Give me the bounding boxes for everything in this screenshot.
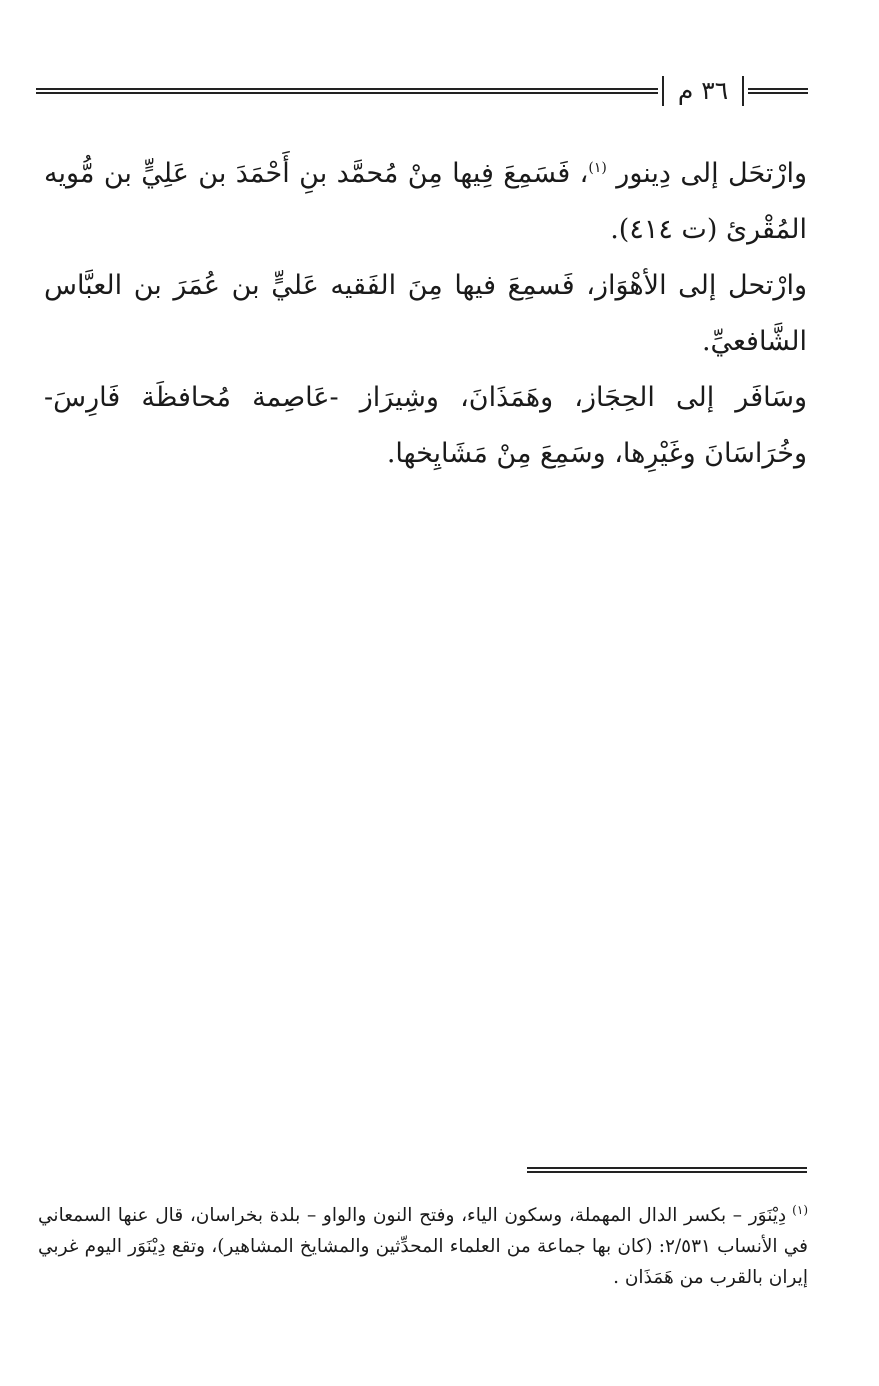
paragraph-2: وارْتحل إلى الأهْوَاز، فَسمِعَ فيها مِنَ الفَقيه عَليٍّ بن عُمَرَ بن العبَّاس الشَّافعيِّ.: [44, 270, 807, 357]
main-text: [44, 146, 807, 482]
paragraph-1: [44, 146, 807, 258]
paragraph-1-end: ، فَسَمِعَ فِيها مِنْ مُحمَّد بنِ أَحْمَدَ بن عَلِيٍّ بن مُّويه المُقْرئ (ت ٤١٤).: [44, 158, 807, 245]
paragraph-1-start: وارْتحَل إلى دِينور: [616, 158, 807, 189]
header-rule-left: [36, 88, 658, 94]
header-rule-right: [748, 88, 808, 94]
footnote-text: دِيْنَوَر – بكسر الدال المهملة، وسكون الياء، وفتح النون والواو – بلدة بخراسان، قال عنها السمعاني في الأنساب ٢/٥٣١: (كان بها جماعة من العلماء المحدِّثين والمشايخ المشاهير)، وتقع دِيْنَوَر اليوم غربي إيران بالقرب من هَمَذَان .: [38, 1205, 808, 1288]
page-header: [36, 76, 808, 106]
footnote-marker: (١): [792, 1202, 808, 1217]
page-number: ٣٦ م: [662, 76, 744, 106]
paragraph-3: وسَافَر إلى الحِجَاز، وهَمَذَانَ، وشِيرَاز -عَاصِمة مُحافظَة فَارِسَ- وخُرَاسَانَ وغَيْرِها، وسَمِعَ مِنْ مَشَايِخها.: [44, 382, 807, 469]
footnote-divider: [527, 1167, 807, 1173]
footnote: [38, 1200, 808, 1293]
footnote-reference: (١): [588, 160, 607, 176]
